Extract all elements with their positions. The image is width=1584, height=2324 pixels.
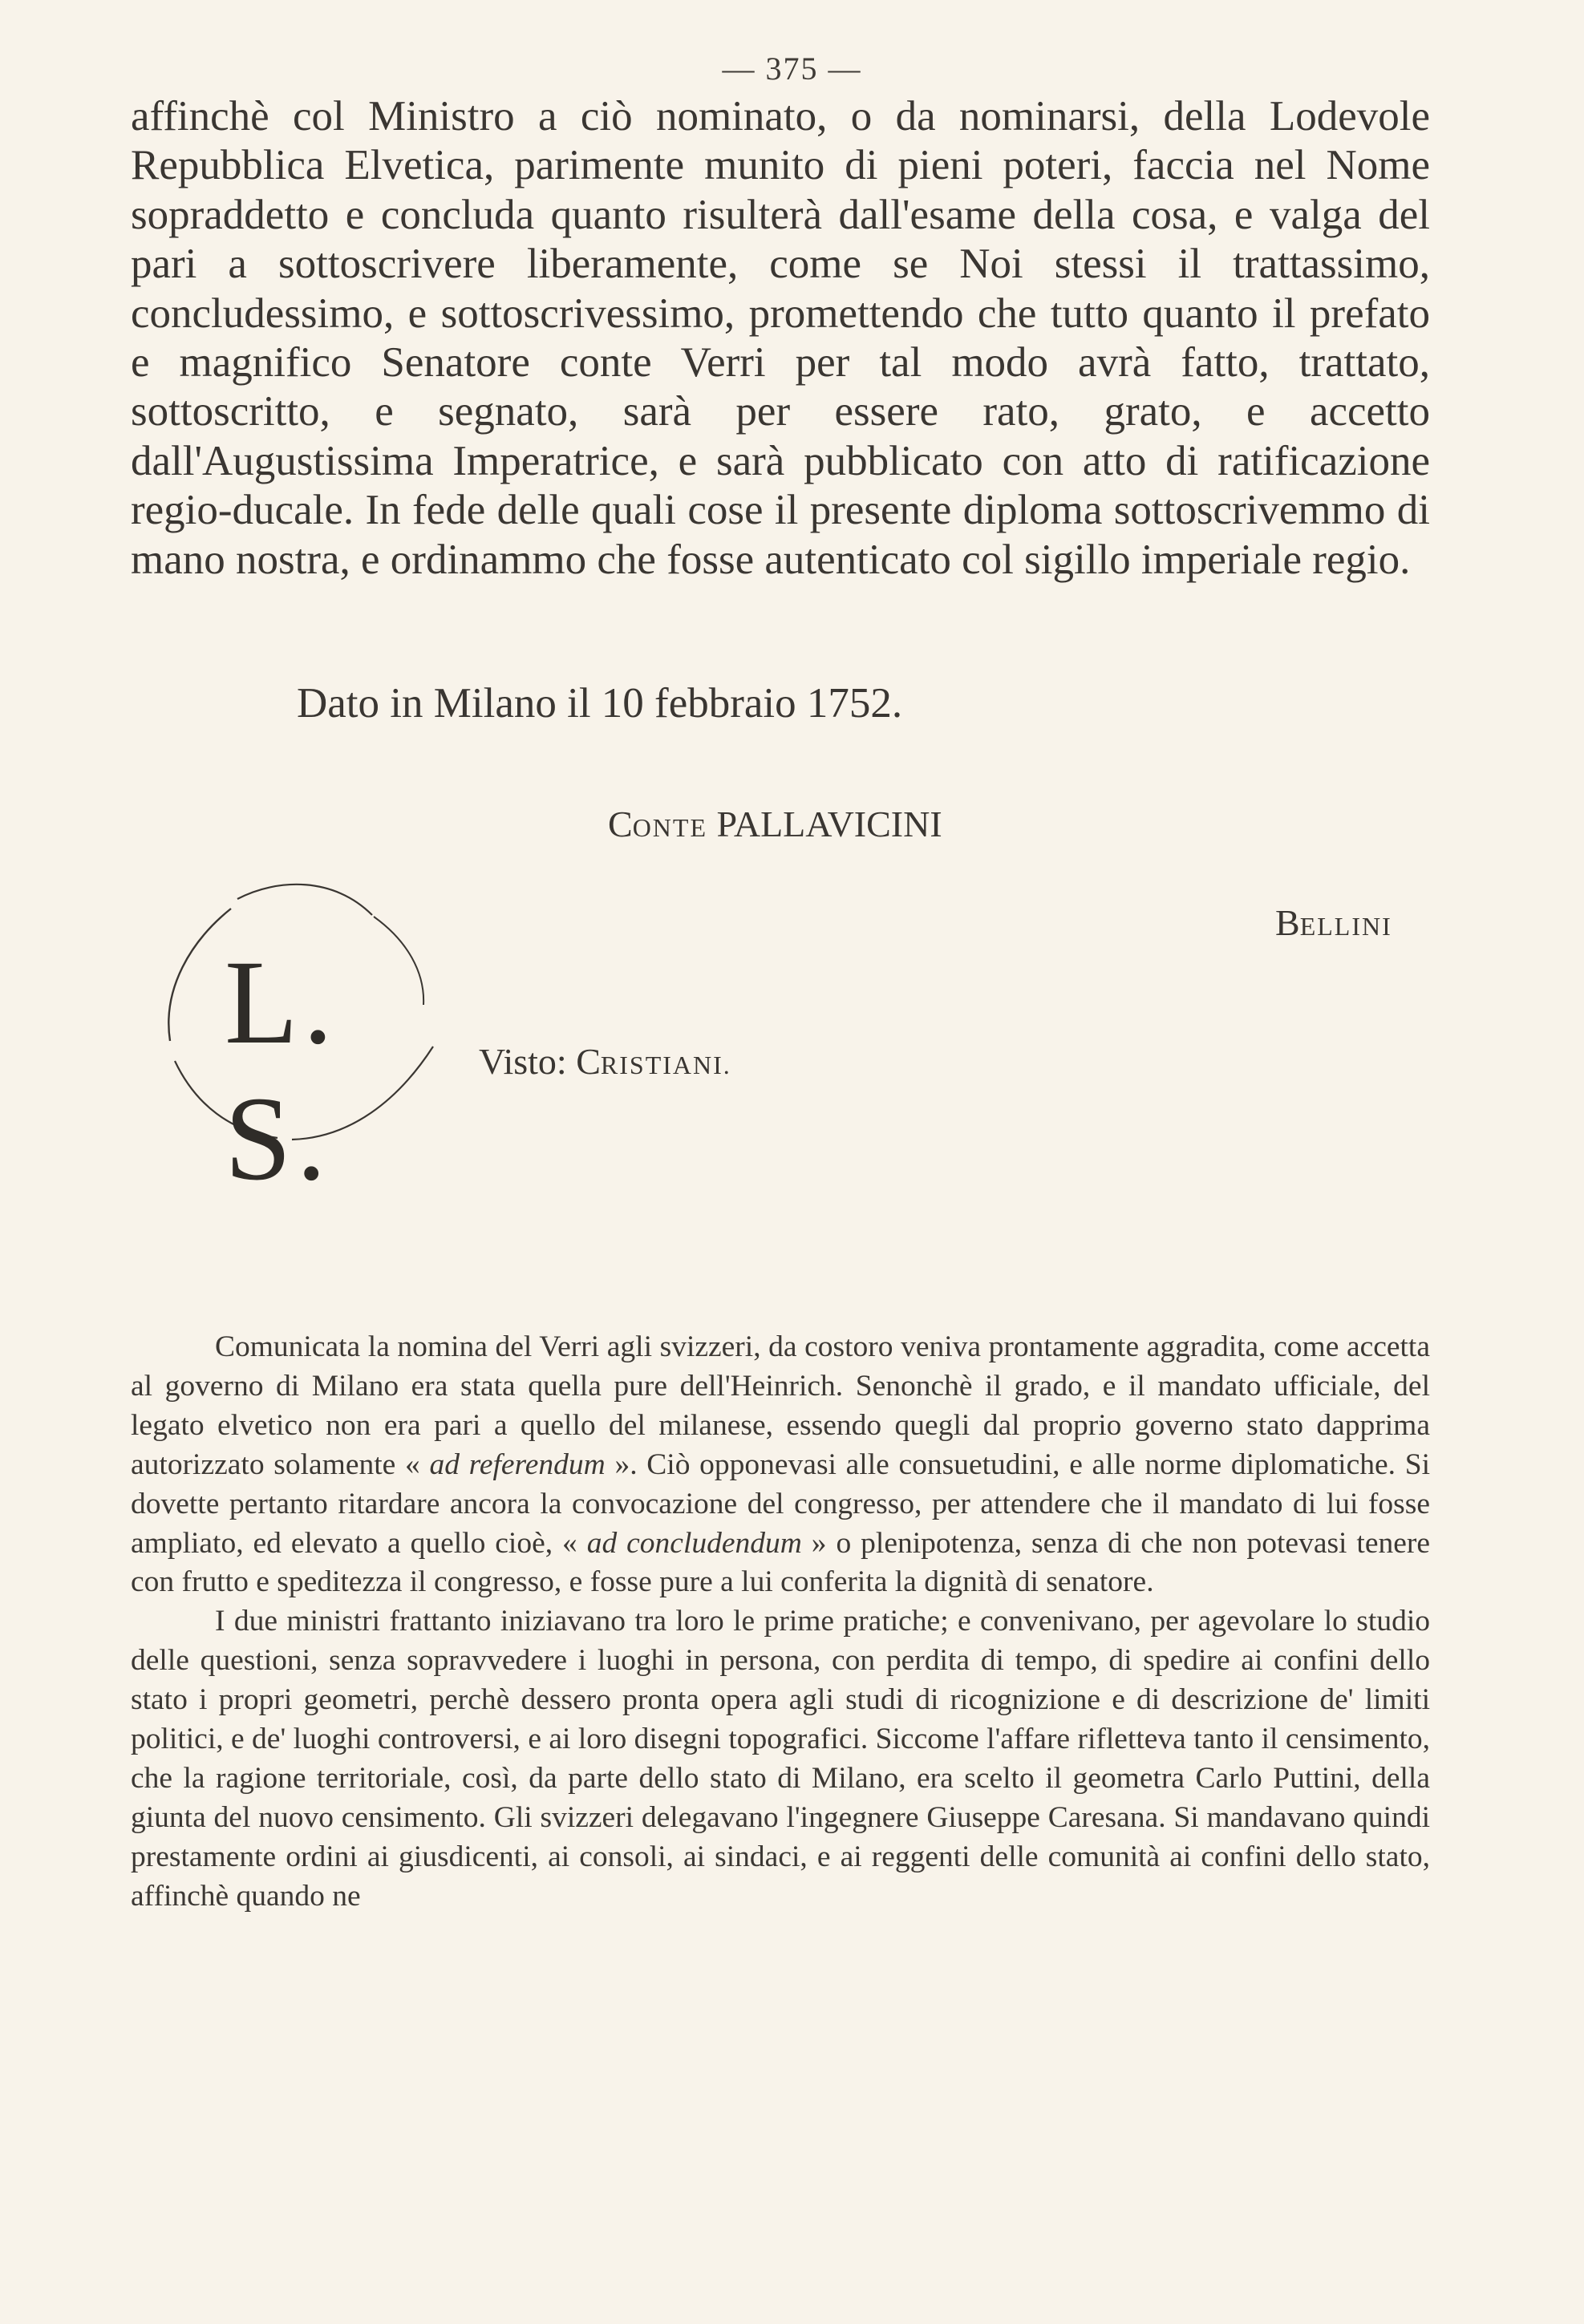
signature-bellini-rest: ELLINI	[1299, 912, 1392, 941]
commentary-paragraph-2: I due ministri frattanto iniziavano tra loro le prime pratiche; e convenivano, per agevolare lo studio delle questioni, senza sopravvedere i luoghi in persona, con perdita di tempo, di spedire ai confini dello stato i propri geometri, perchè dessero pronta opera agli studi di ricognizione e di descrizione de' limiti politici, e de' luoghi controversi, e ai loro disegni topografici. Siccome l'affare rifletteva tanto il censimento, che la ragione territoriale, così, da parte dello stato di Milano, era scelto il geometra Carlo Puttini, della giunta del nuovo censimento. Gli svizzeri delegavano l'ingegnere Giuseppe Caresana. Si mandavano quindi prestamente ordini ai giusdicenti, ai consoli, ai sindaci, e ai reggenti delle comunità ai confini dello stato, affinchè quando ne	[131, 1605, 1430, 1913]
commentary-text-run: » o plenipotenza, senza di che non potevasi tenere con frutto e speditezza il congresso, e fosse pure a lui conferita la dignità di senatore.	[131, 1526, 1430, 1599]
signature-pallavicini	[608, 802, 942, 850]
decree-text	[131, 92, 1430, 585]
commentary-italic-phrase: ad referendum	[429, 1447, 606, 1481]
signature-title-rest: ONTE	[632, 813, 707, 842]
signature-title: CONTE	[608, 804, 707, 844]
signature-name-pallavicini: PALLAVICINI	[716, 804, 942, 844]
dateline: Dato in Milano il 10 febbraio 1752.	[297, 680, 903, 727]
signature-bellini-initial: B	[1275, 902, 1300, 943]
signature-bellini	[1275, 901, 1392, 949]
commentary-text	[131, 1328, 1430, 1917]
commentary-paragraph-1	[131, 1328, 1430, 1602]
commentary-italic-phrase: ad concludendum	[586, 1526, 802, 1560]
signature-visto	[479, 1039, 731, 1087]
signature-cristiani-rest: RISTIANI.	[600, 1051, 731, 1079]
commentary-text-run: Comunicata la nomina del Verri agli svizzeri, da costoro veniva prontamente aggradita, come accetta al governo di Milano era stata quella pure dell'Heinrich. Senonchè il grado, e il mandato ufficiale, del legato elvetico non era pari a quello del milanese, essendo quegli dal proprio governo stato dapprima autorizzato solamente «	[131, 1330, 1430, 1481]
signature-cristiani	[576, 1041, 731, 1082]
decree-paragraph: affinchè col Ministro a ciò nominato, o da nominarsi, della Lodevole Repubblica Elvetica, parimente munito di pieni poteri, faccia nel Nome sopraddetto e concluda quanto risulterà dall'esame della cosa, e valga del pari a sottoscrivere liberamente, come se Noi stessi il trattassimo, concludessimo, e sottoscrivessimo, promettendo che tutto quanto il prefato e magnifico Senatore conte Verri per tal modo avrà fatto, trattato, sottoscritto, e segnato, sarà per essere rato, grato, e accetto dall'Augustissima Imperatrice, e sarà pubblicato con atto di ratificazione regio-ducale. In fede delle quali cose il presente diploma sottoscrivemmo di mano nostra, e ordinammo che fosse autenticato col sigillo imperiale regio.	[131, 93, 1430, 583]
visto-label: Visto:	[479, 1041, 567, 1082]
seal-locus-sigilli	[157, 860, 454, 1205]
page-number: — 375 —	[722, 51, 862, 87]
commentary-text-run: ». Ciò opponevasi alle consuetudini, e alle norme diplomatiche. Si dovette pertanto ritardare ancora la convocazione del congresso, per attendere che il mandato di lui fosse ampliato, ed elevato a quello cioè, «	[131, 1447, 1430, 1560]
signature-cristiani-initial: C	[576, 1041, 601, 1082]
seal-text: L. S.	[225, 936, 338, 1205]
